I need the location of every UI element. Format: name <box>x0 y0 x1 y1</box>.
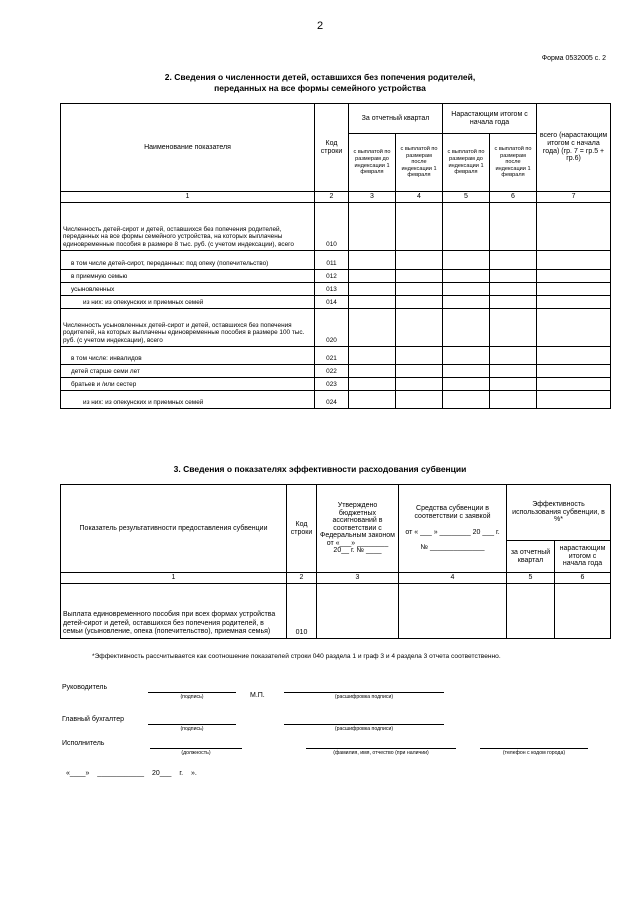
table-row <box>61 282 611 295</box>
table-cell[interactable] <box>443 390 490 408</box>
head-label: Руководитель <box>62 684 108 691</box>
table-cell[interactable] <box>490 295 537 308</box>
table-cell[interactable] <box>443 282 490 295</box>
table-cell[interactable] <box>443 377 490 390</box>
caption: (фамилия, имя, отчество (при наличии) <box>333 750 429 756</box>
table-cell[interactable] <box>396 250 443 269</box>
header-total: всего (нарастающим итогом с начала года) (гр. 7 = гр.5 + гр.6) <box>537 104 611 192</box>
table-cell[interactable] <box>396 295 443 308</box>
s3-row-code: 010 <box>287 583 317 638</box>
header-code: Код строки <box>315 104 349 192</box>
table-cell[interactable] <box>537 346 611 364</box>
row-name: усыновленных <box>61 282 315 295</box>
row-code: 023 <box>315 377 349 390</box>
table-row <box>61 269 611 282</box>
table-cell[interactable] <box>443 346 490 364</box>
s3-header-code: Код строки <box>287 485 317 573</box>
row-name: Численность детей-сирот и детей, оставшихся без попечения родителей, переданных на все формы семейного устройства, на которых выплачены единовременные пособия в размере 8 тыс. руб. (с учетом индексации), всего <box>61 202 315 250</box>
table-cell[interactable] <box>443 202 490 250</box>
row-code: 020 <box>315 308 349 346</box>
colnum: 4 <box>399 573 507 584</box>
header-cumulative: Нарастающим итогом с начала года <box>443 104 537 134</box>
table-cell[interactable] <box>399 583 507 638</box>
table-cell[interactable] <box>443 250 490 269</box>
row-code: 011 <box>315 250 349 269</box>
executor-name-line[interactable] <box>306 748 456 749</box>
table-cell[interactable] <box>555 583 611 638</box>
table-cell[interactable] <box>537 295 611 308</box>
table-cell[interactable] <box>537 308 611 346</box>
table-cell[interactable] <box>349 269 396 282</box>
table-cell[interactable] <box>490 250 537 269</box>
caption: (расшифровка подписи) <box>334 694 394 700</box>
table-cell[interactable] <box>349 364 396 377</box>
row-code: 013 <box>315 282 349 295</box>
row-code: 010 <box>315 202 349 250</box>
head-decode-line[interactable] <box>284 692 444 693</box>
accountant-decode-line[interactable] <box>284 724 444 725</box>
row-code: 022 <box>315 364 349 377</box>
colnum: 3 <box>317 573 399 584</box>
colnum: 1 <box>61 573 287 584</box>
table-cell[interactable] <box>317 583 399 638</box>
table-cell[interactable] <box>396 390 443 408</box>
s3-header-name: Показатель результативности предоставления субвенции <box>61 485 287 573</box>
table-cell[interactable] <box>349 250 396 269</box>
header-c-after: с выплатой по размерам после индексации 1 февраля <box>490 134 537 192</box>
s3-header-eff: Эффективность использования субвенции, в %* <box>507 485 611 541</box>
table-cell[interactable] <box>537 282 611 295</box>
row-code: 021 <box>315 346 349 364</box>
section2-title: 2. Сведения о численности детей, оставшихся без попечения родителей, переданных на все формы семейного устройства <box>164 72 476 93</box>
table-cell[interactable] <box>490 390 537 408</box>
table-cell[interactable] <box>349 346 396 364</box>
colnum: 5 <box>443 192 490 203</box>
colnum: 6 <box>490 192 537 203</box>
s3-row-name: Выплата единовременного пособия при всех формах устройства детей-сирот и детей, оставшихся без попечения родителей, в семьи (усыновление, опека (попечительство), приемная семья) <box>61 583 287 638</box>
row-name: в том числе детей-сирот, переданных: под опеку (попечительство) <box>61 250 315 269</box>
s3-header-eff-cum: нарастающим итогом с начала года <box>555 541 611 573</box>
row-code: 024 <box>315 390 349 408</box>
table-cell[interactable] <box>443 364 490 377</box>
table-cell[interactable] <box>537 377 611 390</box>
table-cell[interactable] <box>443 295 490 308</box>
table-cell[interactable] <box>349 295 396 308</box>
table-cell[interactable] <box>396 364 443 377</box>
row-name: в приемную семью <box>61 269 315 282</box>
table-cell[interactable] <box>490 377 537 390</box>
row-name: Численность усыновленных детей-сирот и детей, оставшихся без попечения родителей, на которых выплачены единовременные пособия в размере 100 тыс. руб. (с учетом индексации), всего <box>61 308 315 346</box>
table-cell[interactable] <box>490 202 537 250</box>
table-cell[interactable] <box>490 269 537 282</box>
head-signature-line[interactable] <box>148 692 236 693</box>
row-name: в том числе: инвалидов <box>61 346 315 364</box>
table-cell[interactable] <box>490 346 537 364</box>
form-reference: Форма 0532005 с. 2 <box>541 55 606 62</box>
colnum: 5 <box>507 573 555 584</box>
header-q-after: с выплатой по размерам после индексации 1 февраля <box>396 134 443 192</box>
row-name: из них: из опекунских и приемных семей <box>61 295 315 308</box>
accountant-signature-line[interactable] <box>148 724 236 725</box>
table-cell[interactable] <box>490 364 537 377</box>
table-cell[interactable] <box>396 377 443 390</box>
header-quarter: За отчетный квартал <box>349 104 443 134</box>
executor-position-line[interactable] <box>150 748 242 749</box>
row-code: 012 <box>315 269 349 282</box>
table-cell[interactable] <box>507 583 555 638</box>
s3-header-approved: Утверждено бюджетных ассигнований в соответствии с Федеральным законом от «___» ________ 20__ г. № ____ <box>317 485 399 573</box>
table-cell[interactable] <box>490 308 537 346</box>
colnum: 6 <box>555 573 611 584</box>
section3-title: 3. Сведения о показателях эффективности расходования субвенции <box>173 464 467 474</box>
table-cell[interactable] <box>349 377 396 390</box>
row-name: детей старше семи лет <box>61 364 315 377</box>
table-cell[interactable] <box>349 390 396 408</box>
header-q-before: с выплатой по размерам до индексации 1 февраля <box>349 134 396 192</box>
header-name: Наименование показателя <box>61 104 315 192</box>
header-c-before: с выплатой по размерам до индексации 1 февраля <box>443 134 490 192</box>
table-cell[interactable] <box>396 269 443 282</box>
table-row <box>61 202 611 250</box>
accountant-label: Главный бухгалтер <box>62 716 124 723</box>
table-cell[interactable] <box>396 308 443 346</box>
table-cell[interactable] <box>349 308 396 346</box>
table-cell[interactable] <box>396 282 443 295</box>
table-cell[interactable] <box>349 282 396 295</box>
row-name: из них: из опекунских и приемных семей <box>61 390 315 408</box>
executor-phone-line[interactable] <box>480 748 588 749</box>
table-cell[interactable] <box>490 282 537 295</box>
date-line[interactable]: «____» ____________ 20___ г. ». <box>66 770 197 777</box>
s3-header-funds: Средства субвенции в соответствии с заявкой от « ___ » ________ 20 ___ г. № ______________ <box>399 485 507 573</box>
caption: (подпись) <box>180 694 204 700</box>
s3-header-eff-quarter: за отчетный квартал <box>507 541 555 573</box>
table-row <box>61 390 611 408</box>
table-cell[interactable] <box>537 202 611 250</box>
page-number: 2 <box>316 20 324 32</box>
colnum: 2 <box>315 192 349 203</box>
table-cell[interactable] <box>537 269 611 282</box>
section3-table <box>60 484 611 639</box>
colnum: 7 <box>537 192 611 203</box>
colnum: 3 <box>349 192 396 203</box>
footnote: *Эффективность рассчитывается как соотношение показателей строки 040 раздела 1 и граф 3 и 4 раздела 3 отчета соответственно. <box>92 653 501 660</box>
table-cell[interactable] <box>537 364 611 377</box>
table-cell[interactable] <box>537 250 611 269</box>
row-name: братьев и /или сестер <box>61 377 315 390</box>
table-cell[interactable] <box>537 390 611 408</box>
caption: (телефон с кодом города) <box>502 750 566 756</box>
table-cell[interactable] <box>443 308 490 346</box>
table-row <box>61 364 611 377</box>
table-row <box>61 377 611 390</box>
colnum: 1 <box>61 192 315 203</box>
row-code: 014 <box>315 295 349 308</box>
table-row <box>61 308 611 346</box>
colnum: 4 <box>396 192 443 203</box>
mp-label: М.П. <box>250 692 265 699</box>
table-cell[interactable] <box>443 269 490 282</box>
table-row <box>61 295 611 308</box>
section2-table <box>60 103 611 409</box>
table-row <box>61 346 611 364</box>
caption: (расшифровка подписи) <box>334 726 394 732</box>
caption: (должность) <box>181 750 211 756</box>
executor-label: Исполнитель <box>62 740 105 747</box>
table-row <box>61 250 611 269</box>
table-cell[interactable] <box>396 346 443 364</box>
table-cell[interactable] <box>396 202 443 250</box>
caption: (подпись) <box>180 726 204 732</box>
table-cell[interactable] <box>349 202 396 250</box>
colnum: 2 <box>287 573 317 584</box>
